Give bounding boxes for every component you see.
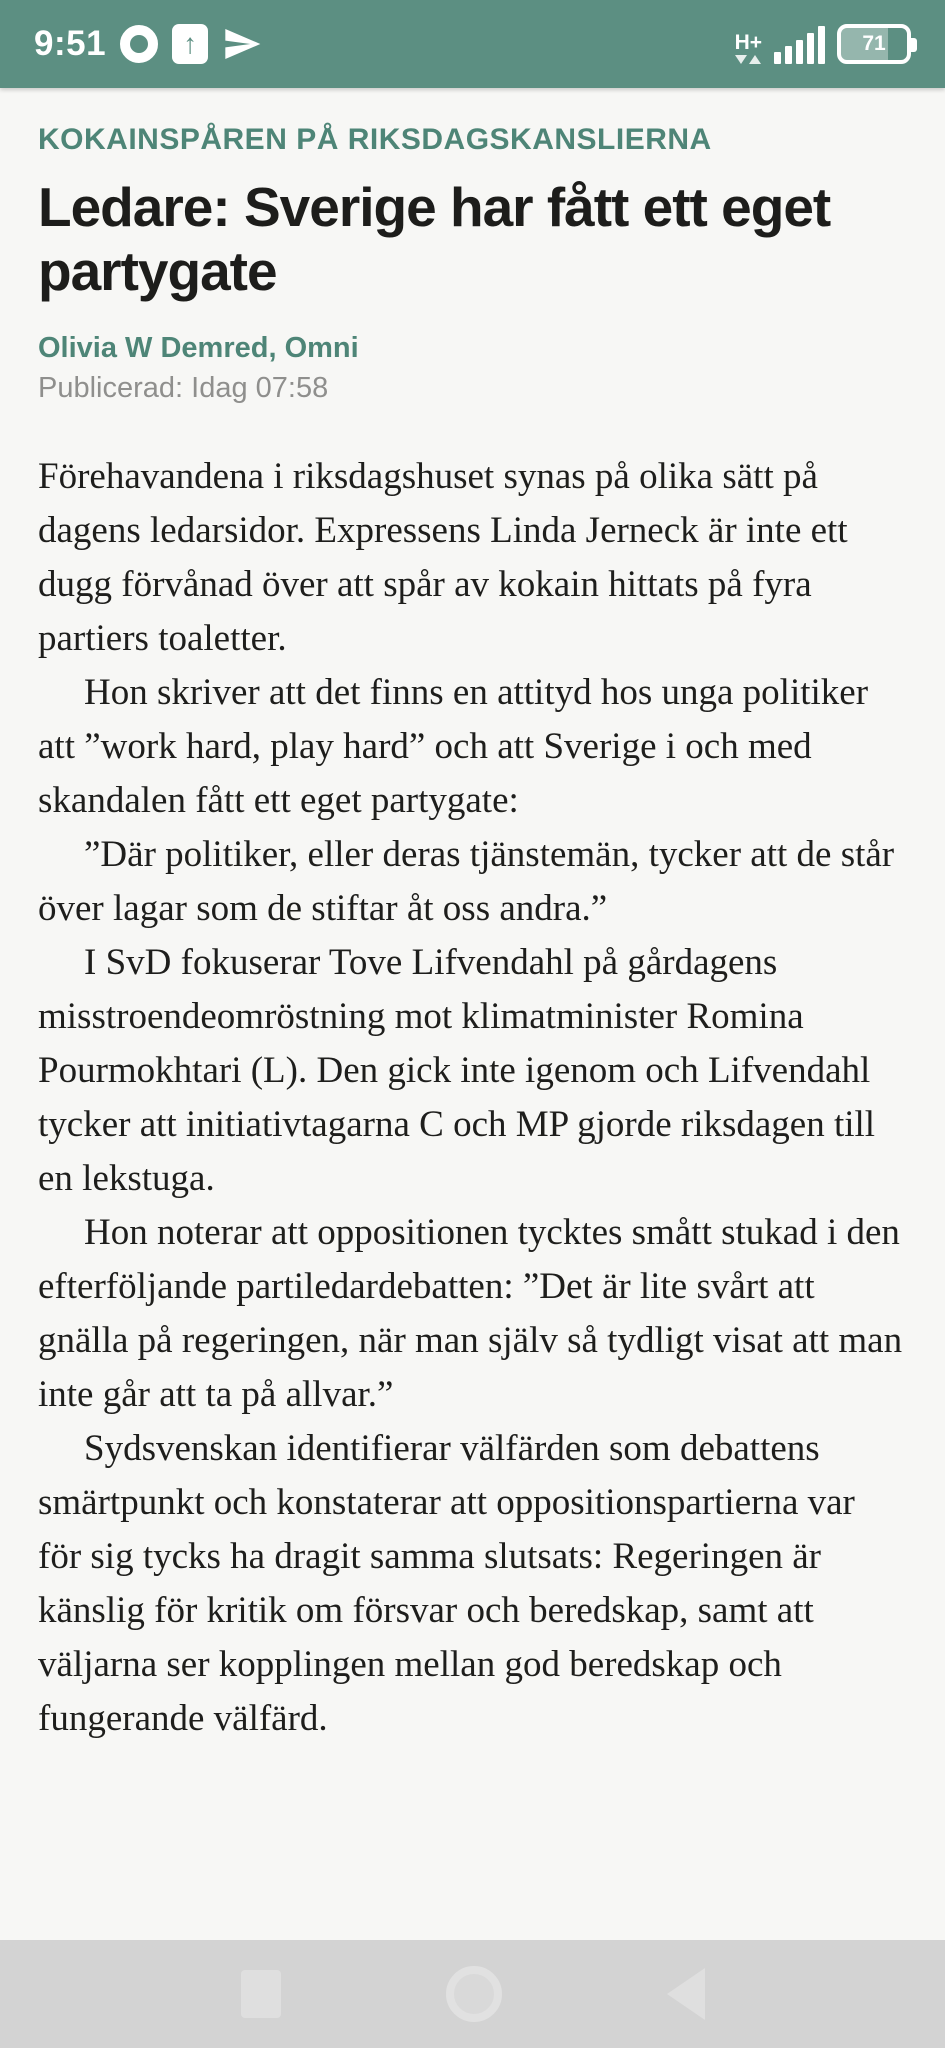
article-body <box>38 450 907 1746</box>
home-button[interactable] <box>446 1966 502 2022</box>
record-circle-icon <box>120 25 158 63</box>
article-byline: Olivia W Demred, Omni <box>38 331 359 364</box>
article-headline: Ledare: Sverige har fått ett eget partygate <box>38 176 831 302</box>
battery-percentage: 71 <box>862 32 886 55</box>
article-published-timestamp: Publicerad: Idag 07:58 <box>38 371 329 404</box>
back-button[interactable] <box>667 1968 705 2020</box>
battery-icon <box>837 24 911 64</box>
article-paragraph: ”Där politiker, eller deras tjänstemän, tycker att de står över lagar som de stiftar åt oss andra.” <box>38 834 895 930</box>
article-paragraph: Hon skriver att det finns en attityd hos unga politiker att ”work hard, play hard” och att Sverige i och med skandalen fått ett eget partygate: <box>38 672 869 822</box>
data-activity-arrows-icon <box>735 55 761 64</box>
status-bar <box>0 0 945 88</box>
network-type-indicator <box>735 32 762 64</box>
status-bar-left <box>34 24 262 64</box>
status-bar-right <box>735 24 911 64</box>
article-paragraph: Förehavandena i riksdagshuset synas på olika sätt på dagens ledarsidor. Expressens Linda Jerneck är inte ett dugg förvånad över att spår av kokain hittats på fyra partiers toaletter. <box>38 456 848 660</box>
signal-strength-icon <box>774 26 825 64</box>
screenshot-upload-icon <box>172 24 208 64</box>
send-icon <box>222 24 262 64</box>
article-category-tag[interactable]: KOKAINSPÅREN PÅ RIKSDAGSKANSLIERNA <box>38 123 712 156</box>
clock: 9:51 <box>34 24 107 63</box>
home-circle-icon <box>446 1966 502 2022</box>
network-type-label: H+ <box>734 31 762 54</box>
article-paragraph: I SvD fokuserar Tove Lifvendahl på gårdagens misstroendeomröstning mot klimatminister Romina Pourmokhtari (L). Den gick inte igenom och Lifvendahl tycker att initiativtagarna C och MP gjorde riksdagen till en lekstuga. <box>38 942 876 1200</box>
back-triangle-icon <box>667 1968 705 2020</box>
recents-square-icon <box>241 1970 281 2018</box>
article-paragraph: Hon noterar att oppositionen tycktes smått stukad i den efterföljande partiledardebatten: ”Det är lite svårt att gnälla på regeringen, när man själv så tydligt visat att man inte går att ta på allvar.” <box>38 1212 903 1416</box>
recents-button[interactable] <box>241 1970 281 2018</box>
article-paragraph: Sydsvenskan identifierar välfärden som debattens smärtpunkt och konstaterar att oppositionspartierna var för sig tycks ha dragit samma slutsats: Regeringen är känslig för kritik om försvar och beredskap, samt att väljarna ser kopplingen mellan god beredskap och fungerande välfärd. <box>38 1428 855 1740</box>
android-navigation-bar <box>0 1940 945 2048</box>
article-scroll-area[interactable] <box>0 88 945 1940</box>
